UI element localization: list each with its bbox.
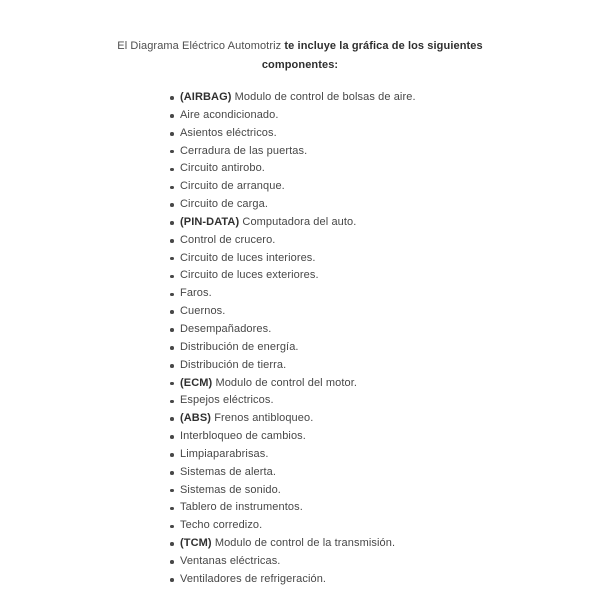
list-item [180, 232, 600, 250]
list-item-bold-label: (ECM) [180, 376, 213, 389]
list-item [180, 143, 600, 161]
list-item [180, 89, 600, 107]
list-item [180, 178, 600, 196]
list-item-text: Distribución de energía. [180, 340, 299, 353]
list-item-bold-label: (AIRBAG) [180, 91, 232, 103]
list-item [180, 125, 600, 143]
list-item-text: Circuito de luces interiores. [180, 251, 316, 264]
list-item [180, 357, 600, 375]
list-item [180, 375, 600, 393]
list-item-bold-label: (ABS) [180, 412, 212, 425]
page-title-bold-line1: te incluye la gráfica de los siguientes [284, 40, 483, 52]
list-item [180, 107, 600, 125]
list-item [180, 303, 600, 321]
list-item [180, 250, 600, 268]
list-item-bold-label: (PIN-DATA) [180, 215, 240, 228]
list-item [180, 392, 600, 410]
list-item-text: Distribución de tierra. [180, 358, 287, 371]
list-item-text: Modulo de control de bolsas de aire. [234, 91, 416, 103]
list-item-text: Interbloqueo de cambios. [180, 430, 306, 443]
list-item [180, 160, 600, 178]
list-item [180, 499, 600, 517]
list-item [180, 428, 600, 446]
list-item-text: Asientos eléctricos. [180, 126, 277, 139]
list-item-text: Circuito de luces exteriores. [180, 269, 319, 282]
list-item-text: Tablero de instrumentos. [180, 501, 303, 514]
list-item [180, 517, 600, 535]
list-item-text: Espejos eléctricos. [180, 394, 274, 407]
list-item [180, 553, 600, 571]
list-item-text: Ventiladores de refrigeración. [180, 572, 327, 585]
list-item-text: Limpiaparabrisas. [180, 447, 269, 460]
list-item [180, 285, 600, 303]
list-item [180, 464, 600, 482]
list-item [180, 446, 600, 464]
list-item-text: Circuito de arranque. [180, 180, 285, 193]
list-item-bold-label: (TCM) [180, 537, 212, 550]
list-item-text: Desempañadores. [180, 322, 272, 335]
list-item-text: Ventanas eléctricas. [180, 554, 281, 567]
list-item-text: Control de crucero. [180, 233, 276, 246]
components-list [0, 89, 600, 589]
list-item-text: Aire acondicionado. [180, 108, 279, 121]
list-item [180, 267, 600, 285]
list-item-text: Computadora del auto. [242, 215, 357, 228]
list-item-text: Faros. [180, 287, 212, 300]
list-item [180, 482, 600, 500]
list-item-text: Circuito de carga. [180, 198, 269, 211]
list-item [180, 214, 600, 232]
page-title [0, 37, 600, 75]
list-item [180, 196, 600, 214]
list-item [180, 410, 600, 428]
list-item [180, 339, 600, 357]
list-item-text: Sistemas de alerta. [180, 465, 277, 478]
list-item-text: Techo corredizo. [180, 519, 263, 532]
list-item-text: Circuito antirobo. [180, 162, 265, 175]
list-item-text: Cerradura de las puertas. [180, 144, 308, 157]
page-title-regular: El Diagrama Eléctrico Automotriz [117, 40, 282, 52]
page-title-bold-line2: componentes: [261, 59, 339, 71]
list-item [180, 571, 600, 589]
list-item-text: Modulo de control de la transmisión. [214, 537, 396, 550]
list-item-text: Cuernos. [180, 305, 226, 318]
list-item [180, 321, 600, 339]
list-item-text: Sistemas de sonido. [180, 483, 281, 496]
list-item-text: Frenos antibloqueo. [214, 412, 314, 425]
list-item [180, 535, 600, 553]
list-item-text: Modulo de control del motor. [215, 376, 358, 389]
